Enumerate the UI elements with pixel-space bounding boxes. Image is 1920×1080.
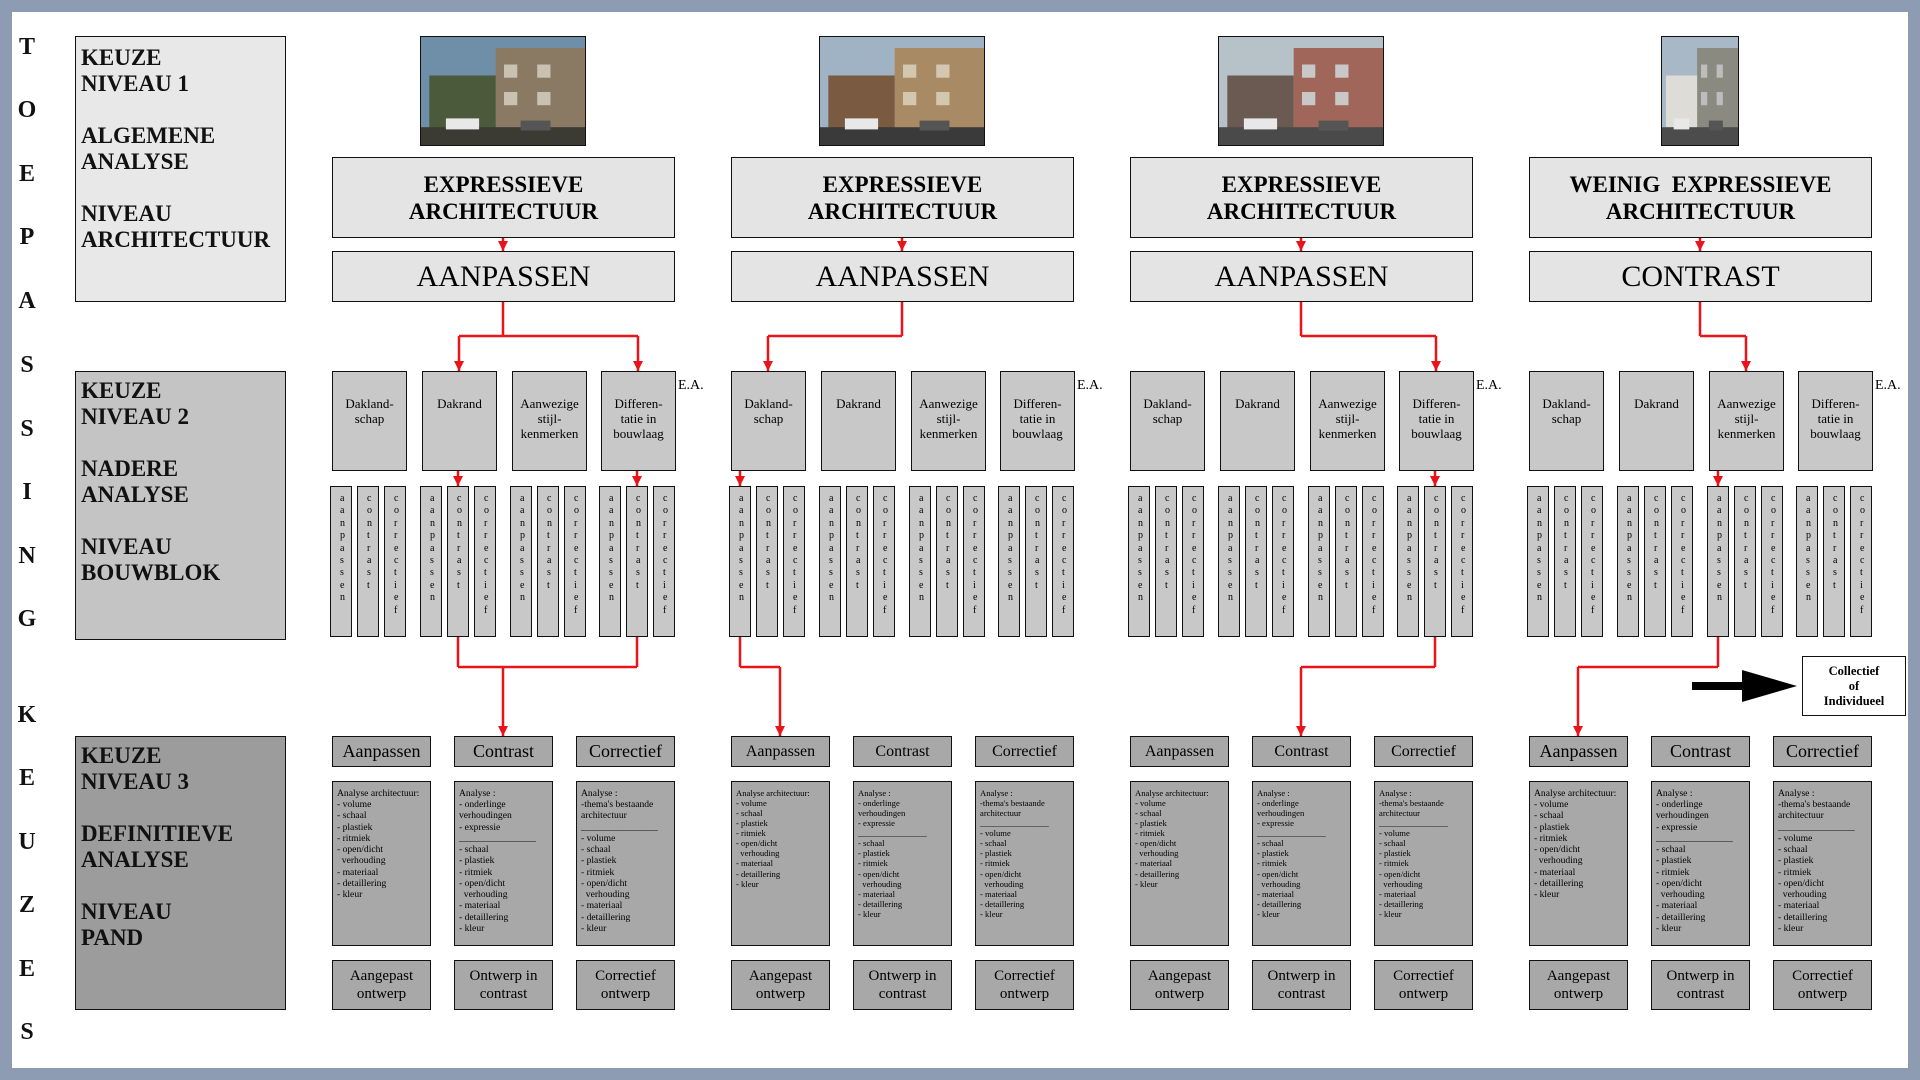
- design-outcome: Aangepast ontwerp: [1130, 960, 1229, 1010]
- sub-option-label: aanpassen: [1318, 493, 1323, 604]
- sub-option-aanpassen: [510, 486, 532, 637]
- sub-option-aanpassen: [599, 486, 621, 637]
- design-outcome: Aangepast ontwerp: [731, 960, 830, 1010]
- level2-category: Dakland- schap: [1130, 371, 1205, 471]
- level3-label: KEUZE NIVEAU 3 DEFINITIEVE ANALYSE NIVEAU PAND: [81, 743, 234, 950]
- level3-option: Correctief: [975, 736, 1074, 767]
- sub-option-label: contrast: [1165, 493, 1170, 591]
- sub-option-label: aanpassen: [829, 493, 834, 604]
- street-photo-3: [1218, 36, 1384, 146]
- sub-option-aanpassen: [1527, 486, 1549, 637]
- analysis-criteria: Analyse : - onderlinge verhoudingen - expressie ________________ - schaal - plastiek - ritmiek - open/dicht verhouding - materiaal - detaillering - kleur: [1252, 781, 1351, 946]
- sub-option-label: correctief: [1372, 493, 1377, 616]
- sub-option-label: contrast: [1564, 493, 1569, 591]
- design-outcome: Ontwerp in contrast: [1252, 960, 1351, 1010]
- sub-option-label: aanpassen: [1228, 493, 1233, 604]
- vertical-title-letter: E: [18, 765, 35, 791]
- level2-category: Dakland- schap: [1529, 371, 1604, 471]
- sub-option-aanpassen: [1128, 486, 1150, 637]
- sub-option-label: correctief: [1591, 493, 1596, 616]
- vertical-title-letter: G: [17, 606, 37, 632]
- sub-option-correctief: [1761, 486, 1783, 637]
- sub-option-contrast: [846, 486, 868, 637]
- street-photo-1: [420, 36, 586, 146]
- analysis-criteria: Analyse : - onderlinge verhoudingen - expressie ________________ - schaal - plastiek - ritmiek - open/dicht verhouding - materiaal - detaillering - kleur: [1651, 781, 1750, 946]
- analysis-criteria: Analyse architectuur: - volume - schaal - plastiek - ritmiek - open/dicht verhouding - materiaal - detaillering - kleur: [1529, 781, 1628, 946]
- street-photo-image: [1219, 37, 1384, 146]
- sub-option-correctief: [384, 486, 406, 637]
- vertical-title-letter: N: [18, 543, 36, 569]
- analysis-criteria: Analyse : -thema's bestaande architectuur ________________ - volume - schaal - plastiek - ritmiek - open/dicht verhouding - materiaal - detaillering - kleur: [1374, 781, 1473, 946]
- sub-option-label: aanpassen: [1627, 493, 1632, 604]
- sub-option-label: correctief: [1771, 493, 1776, 616]
- sub-option-correctief: [1052, 486, 1074, 637]
- level2-category: Differen- tatie in bouwlaag: [601, 371, 676, 471]
- analysis-criteria: Analyse architectuur: - volume - schaal - plastiek - ritmiek - open/dicht verhouding - materiaal - detaillering - kleur: [1130, 781, 1229, 946]
- sub-option-aanpassen: [819, 486, 841, 637]
- sub-option-label: correctief: [883, 493, 888, 616]
- sub-option-label: contrast: [946, 493, 951, 591]
- level2-category: Aanwezige stijl- kenmerken: [911, 371, 986, 471]
- level3-option: Aanpassen: [1529, 736, 1628, 767]
- ea-label: E.A.: [1875, 378, 1901, 393]
- level2-category: Dakrand: [1220, 371, 1295, 471]
- architecture-type-header: EXPRESSIEVE ARCHITECTUUR: [731, 157, 1074, 238]
- sub-option-contrast: [1823, 486, 1845, 637]
- sub-option-contrast: [1554, 486, 1576, 637]
- sub-option-correctief: [653, 486, 675, 637]
- street-photo-image: [820, 37, 985, 146]
- analysis-criteria: Analyse : - onderlinge verhoudingen - expressie ________________ - schaal - plastiek - ritmiek - open/dicht verhouding - materiaal - detaillering - kleur: [853, 781, 952, 946]
- vertical-title-letter: E: [18, 161, 35, 187]
- sub-option-label: contrast: [1434, 493, 1439, 591]
- sub-option-correctief: [963, 486, 985, 637]
- street-photo-image: [1662, 37, 1739, 146]
- collective-note: Collectief of Individueel: [1802, 656, 1906, 716]
- street-photo-2: [819, 36, 985, 146]
- sub-option-aanpassen: [998, 486, 1020, 637]
- vertical-title-letter: S: [20, 1019, 34, 1045]
- sub-option-contrast: [1335, 486, 1357, 637]
- sub-option-label: contrast: [1035, 493, 1040, 591]
- sub-option-aanpassen: [1707, 486, 1729, 637]
- sub-option-label: aanpassen: [919, 493, 924, 604]
- vertical-title-letter: I: [22, 479, 32, 505]
- level2-category: Aanwezige stijl- kenmerken: [512, 371, 587, 471]
- design-outcome: Ontwerp in contrast: [853, 960, 952, 1010]
- sub-option-label: contrast: [856, 493, 861, 591]
- sub-option-aanpassen: [729, 486, 751, 637]
- level2-category: Dakrand: [821, 371, 896, 471]
- design-outcome: Correctief ontwerp: [975, 960, 1074, 1010]
- sub-option-label: aanpassen: [609, 493, 614, 604]
- level2-category: Dakland- schap: [731, 371, 806, 471]
- design-outcome: Correctief ontwerp: [576, 960, 675, 1010]
- analysis-criteria: Analyse architectuur: - volume - schaal - plastiek - ritmiek - open/dicht verhouding - materiaal - detaillering - kleur: [332, 781, 431, 946]
- design-outcome: Ontwerp in contrast: [454, 960, 553, 1010]
- ea-label: E.A.: [678, 378, 704, 393]
- sub-option-aanpassen: [1617, 486, 1639, 637]
- sub-option-label: contrast: [766, 493, 771, 591]
- level2-category: Differen- tatie in bouwlaag: [1798, 371, 1873, 471]
- sub-option-aanpassen: [1397, 486, 1419, 637]
- sub-option-contrast: [1025, 486, 1047, 637]
- sub-option-aanpassen: [1218, 486, 1240, 637]
- sub-option-aanpassen: [330, 486, 352, 637]
- vertical-title-letter: O: [17, 97, 37, 123]
- architecture-type-header: WEINIG EXPRESSIEVE ARCHITECTUUR: [1529, 157, 1872, 238]
- level3-option: Aanpassen: [332, 736, 431, 767]
- sub-option-label: contrast: [457, 493, 462, 591]
- level2-category: Aanwezige stijl- kenmerken: [1310, 371, 1385, 471]
- level2-category: Aanwezige stijl- kenmerken: [1709, 371, 1784, 471]
- sub-option-label: correctief: [1860, 493, 1865, 616]
- analysis-criteria: Analyse : - onderlinge verhoudingen - expressie ________________ - schaal - plastiek - ritmiek - open/dicht verhouding - materiaal - detaillering - kleur: [454, 781, 553, 946]
- sub-option-label: correctief: [793, 493, 798, 616]
- level1-label: KEUZE NIVEAU 1 ALGEMENE ANALYSE NIVEAU ARCHITECTUUR: [81, 45, 271, 252]
- sub-option-label: aanpassen: [1537, 493, 1542, 604]
- level1-decision: CONTRAST: [1529, 251, 1872, 302]
- vertical-title-letter: A: [18, 288, 36, 314]
- analysis-criteria: Analyse : -thema's bestaande architectuur ________________ - volume - schaal - plastiek - ritmiek - open/dicht verhouding - materiaal - detaillering - kleur: [1773, 781, 1872, 946]
- vertical-title-letter: S: [20, 416, 34, 442]
- vertical-title-letter: Z: [18, 892, 35, 918]
- sub-option-label: contrast: [1345, 493, 1350, 591]
- sub-option-contrast: [1424, 486, 1446, 637]
- level2-category: Dakrand: [422, 371, 497, 471]
- sub-option-label: correctief: [663, 493, 668, 616]
- vertical-title-letter: T: [18, 34, 35, 60]
- sub-option-aanpassen: [1796, 486, 1818, 637]
- architecture-type-header: EXPRESSIEVE ARCHITECTUUR: [332, 157, 675, 238]
- design-outcome: Aangepast ontwerp: [1529, 960, 1628, 1010]
- sub-option-label: contrast: [636, 493, 641, 591]
- level2-category: Dakrand: [1619, 371, 1694, 471]
- sub-option-label: aanpassen: [1008, 493, 1013, 604]
- design-outcome: Ontwerp in contrast: [1651, 960, 1750, 1010]
- sub-option-label: aanpassen: [1806, 493, 1811, 604]
- sub-option-label: correctief: [1461, 493, 1466, 616]
- sub-option-label: correctief: [1062, 493, 1067, 616]
- sub-option-label: correctief: [1282, 493, 1287, 616]
- sub-option-correctief: [783, 486, 805, 637]
- sub-option-correctief: [873, 486, 895, 637]
- level3-option: Contrast: [1252, 736, 1351, 767]
- sub-option-label: correctief: [484, 493, 489, 616]
- vertical-title-letter: P: [19, 224, 35, 250]
- sub-option-label: aanpassen: [520, 493, 525, 604]
- level2-box: [75, 371, 286, 640]
- sub-option-correctief: [1850, 486, 1872, 637]
- level3-option: Correctief: [1773, 736, 1872, 767]
- sub-option-correctief: [1451, 486, 1473, 637]
- design-outcome: Correctief ontwerp: [1773, 960, 1872, 1010]
- design-outcome: Correctief ontwerp: [1374, 960, 1473, 1010]
- vertical-title-letter: E: [18, 956, 35, 982]
- level3-option: Correctief: [1374, 736, 1473, 767]
- sub-option-label: correctief: [574, 493, 579, 616]
- level3-option: Contrast: [454, 736, 553, 767]
- level2-category: Differen- tatie in bouwlaag: [1399, 371, 1474, 471]
- sub-option-label: contrast: [1654, 493, 1659, 591]
- level1-decision: AANPASSEN: [731, 251, 1074, 302]
- sub-option-aanpassen: [420, 486, 442, 637]
- sub-option-label: correctief: [1192, 493, 1197, 616]
- level1-decision: AANPASSEN: [332, 251, 675, 302]
- level2-label: KEUZE NIVEAU 2 NADERE ANALYSE NIVEAU BOUWBLOK: [81, 378, 221, 585]
- sub-option-contrast: [447, 486, 469, 637]
- sub-option-contrast: [936, 486, 958, 637]
- sub-option-correctief: [1671, 486, 1693, 637]
- vertical-title-letter: S: [20, 352, 34, 378]
- analysis-criteria: Analyse architectuur: - volume - schaal - plastiek - ritmiek - open/dicht verhouding - materiaal - detaillering - kleur: [731, 781, 830, 946]
- sub-option-label: contrast: [367, 493, 372, 591]
- ea-label: E.A.: [1476, 378, 1502, 393]
- sub-option-label: contrast: [1255, 493, 1260, 591]
- level3-option: Contrast: [1651, 736, 1750, 767]
- street-photo-4: [1661, 36, 1739, 146]
- sub-option-label: aanpassen: [1138, 493, 1143, 604]
- sub-option-label: correctief: [1681, 493, 1686, 616]
- sub-option-contrast: [1245, 486, 1267, 637]
- sub-option-contrast: [756, 486, 778, 637]
- sub-option-correctief: [564, 486, 586, 637]
- sub-option-contrast: [1644, 486, 1666, 637]
- design-outcome: Aangepast ontwerp: [332, 960, 431, 1010]
- level3-option: Aanpassen: [731, 736, 830, 767]
- sub-option-label: aanpassen: [1717, 493, 1722, 604]
- sub-option-contrast: [1734, 486, 1756, 637]
- sub-option-correctief: [1182, 486, 1204, 637]
- sub-option-correctief: [1272, 486, 1294, 637]
- level2-category: Differen- tatie in bouwlaag: [1000, 371, 1075, 471]
- street-photo-image: [421, 37, 586, 146]
- sub-option-correctief: [474, 486, 496, 637]
- level1-decision: AANPASSEN: [1130, 251, 1473, 302]
- sub-option-label: aanpassen: [739, 493, 744, 604]
- sub-option-contrast: [537, 486, 559, 637]
- level3-box: [75, 736, 286, 1010]
- sub-option-label: correctief: [394, 493, 399, 616]
- sub-option-contrast: [626, 486, 648, 637]
- sub-option-contrast: [357, 486, 379, 637]
- level2-category: Dakland- schap: [332, 371, 407, 471]
- sub-option-label: contrast: [1744, 493, 1749, 591]
- level3-option: Aanpassen: [1130, 736, 1229, 767]
- sub-option-aanpassen: [909, 486, 931, 637]
- level3-option: Correctief: [576, 736, 675, 767]
- analysis-criteria: Analyse : -thema's bestaande architectuur ________________ - volume - schaal - plastiek - ritmiek - open/dicht verhouding - materiaal - detaillering - kleur: [576, 781, 675, 946]
- vertical-title-letter: K: [17, 702, 37, 728]
- sub-option-aanpassen: [1308, 486, 1330, 637]
- sub-option-label: aanpassen: [340, 493, 345, 604]
- level1-box: [75, 36, 286, 302]
- sub-option-contrast: [1155, 486, 1177, 637]
- sub-option-correctief: [1362, 486, 1384, 637]
- vertical-title-letter: U: [18, 829, 36, 855]
- sub-option-label: aanpassen: [1407, 493, 1412, 604]
- ea-label: E.A.: [1077, 378, 1103, 393]
- level3-option: Contrast: [853, 736, 952, 767]
- sub-option-correctief: [1581, 486, 1603, 637]
- sub-option-label: aanpassen: [430, 493, 435, 604]
- sub-option-label: contrast: [1833, 493, 1838, 591]
- sub-option-label: correctief: [973, 493, 978, 616]
- architecture-type-header: EXPRESSIEVE ARCHITECTUUR: [1130, 157, 1473, 238]
- sub-option-label: contrast: [547, 493, 552, 591]
- analysis-criteria: Analyse : -thema's bestaande architectuur ________________ - volume - schaal - plastiek - ritmiek - open/dicht verhouding - materiaal - detaillering - kleur: [975, 781, 1074, 946]
